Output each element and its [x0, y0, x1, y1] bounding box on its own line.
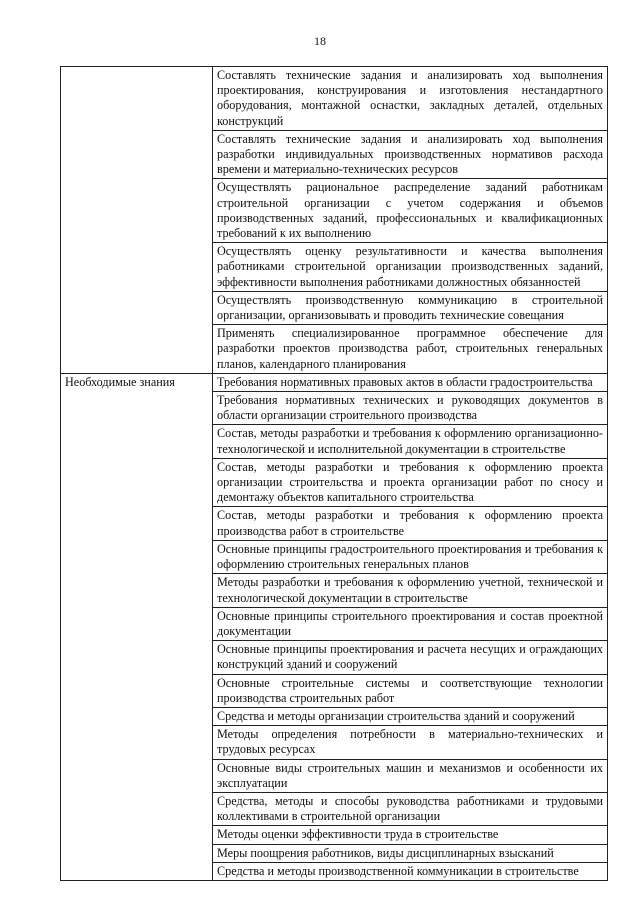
table-row — [61, 67, 608, 131]
knowledge-item: Требования нормативных технических и руководящих документов в области организации строительного производства — [213, 392, 608, 425]
table-row — [61, 373, 608, 391]
knowledge-item: Основные принципы строительного проектирования и состав проектной документации — [213, 607, 608, 640]
skill-item: Осуществлять оценку результативности и качества выполнения работниками строительной организации производственных заданий, эффективности выполнения работниками должностных обязанностей — [213, 243, 608, 292]
skill-item: Составлять технические задания и анализировать ход выполнения проектирования, конструирования и изготовления нестандартного оборудования, монтажной оснастки, закладных деталей, отдельных конструкций — [213, 67, 608, 131]
knowledge-item: Методы разработки и требования к оформлению учетной, технической и технологической документации в строительстве — [213, 574, 608, 607]
knowledge-item: Состав, методы разработки и требования к оформлению проекта организации строительства и проекта организации работ по сносу и демонтажу объектов капитального строительства — [213, 458, 608, 507]
knowledge-item: Средства и методы производственной коммуникации в строительстве — [213, 862, 608, 880]
skill-item: Составлять технические задания и анализировать ход выполнения разработки индивидуальных производственных нормативов расхода времени и материально-технических ресурсов — [213, 130, 608, 179]
knowledge-item: Основные виды строительных машин и механизмов и особенности их эксплуатации — [213, 759, 608, 792]
knowledge-item: Основные принципы градостроительного проектирования и требования к оформлению строительных генеральных планов — [213, 540, 608, 573]
knowledge-item: Основные строительные системы и соответствующие технологии производства строительных работ — [213, 674, 608, 707]
knowledge-label-cell: Необходимые знания — [61, 373, 213, 880]
skill-item: Осуществлять производственную коммуникацию в строительной организации, организовывать и проводить технические совещания — [213, 291, 608, 324]
skill-item: Применять специализированное программное обеспечение для разработки проектов производства работ, строительных генеральных планов, календарного планирования — [213, 325, 608, 374]
skills-label-cell — [61, 67, 213, 374]
knowledge-item: Средства и методы организации строительства зданий и сооружений — [213, 707, 608, 725]
knowledge-item: Средства, методы и способы руководства работниками и трудовыми коллективами в строительной организации — [213, 792, 608, 825]
skill-item: Осуществлять рациональное распределение заданий работникам строительной организации с учетом содержания и объемов производственных заданий, профессиональных и квалификационных требований к их выполнению — [213, 179, 608, 243]
knowledge-item: Основные принципы проектирования и расчета несущих и ограждающих конструкций зданий и сооружений — [213, 641, 608, 674]
knowledge-item: Требования нормативных правовых актов в области градостроительства — [213, 373, 608, 391]
knowledge-item: Методы оценки эффективности труда в строительстве — [213, 826, 608, 844]
knowledge-item: Состав, методы разработки и требования к оформлению проекта производства работ в строительстве — [213, 507, 608, 540]
knowledge-item: Методы определения потребности в материально-технических и трудовых ресурсах — [213, 726, 608, 759]
knowledge-item: Состав, методы разработки и требования к оформлению организационно-технологической и исполнительной документации в строительстве — [213, 425, 608, 458]
qualification-table — [60, 66, 608, 881]
page-number: 18 — [314, 34, 326, 48]
knowledge-item: Меры поощрения работников, виды дисциплинарных взысканий — [213, 844, 608, 862]
